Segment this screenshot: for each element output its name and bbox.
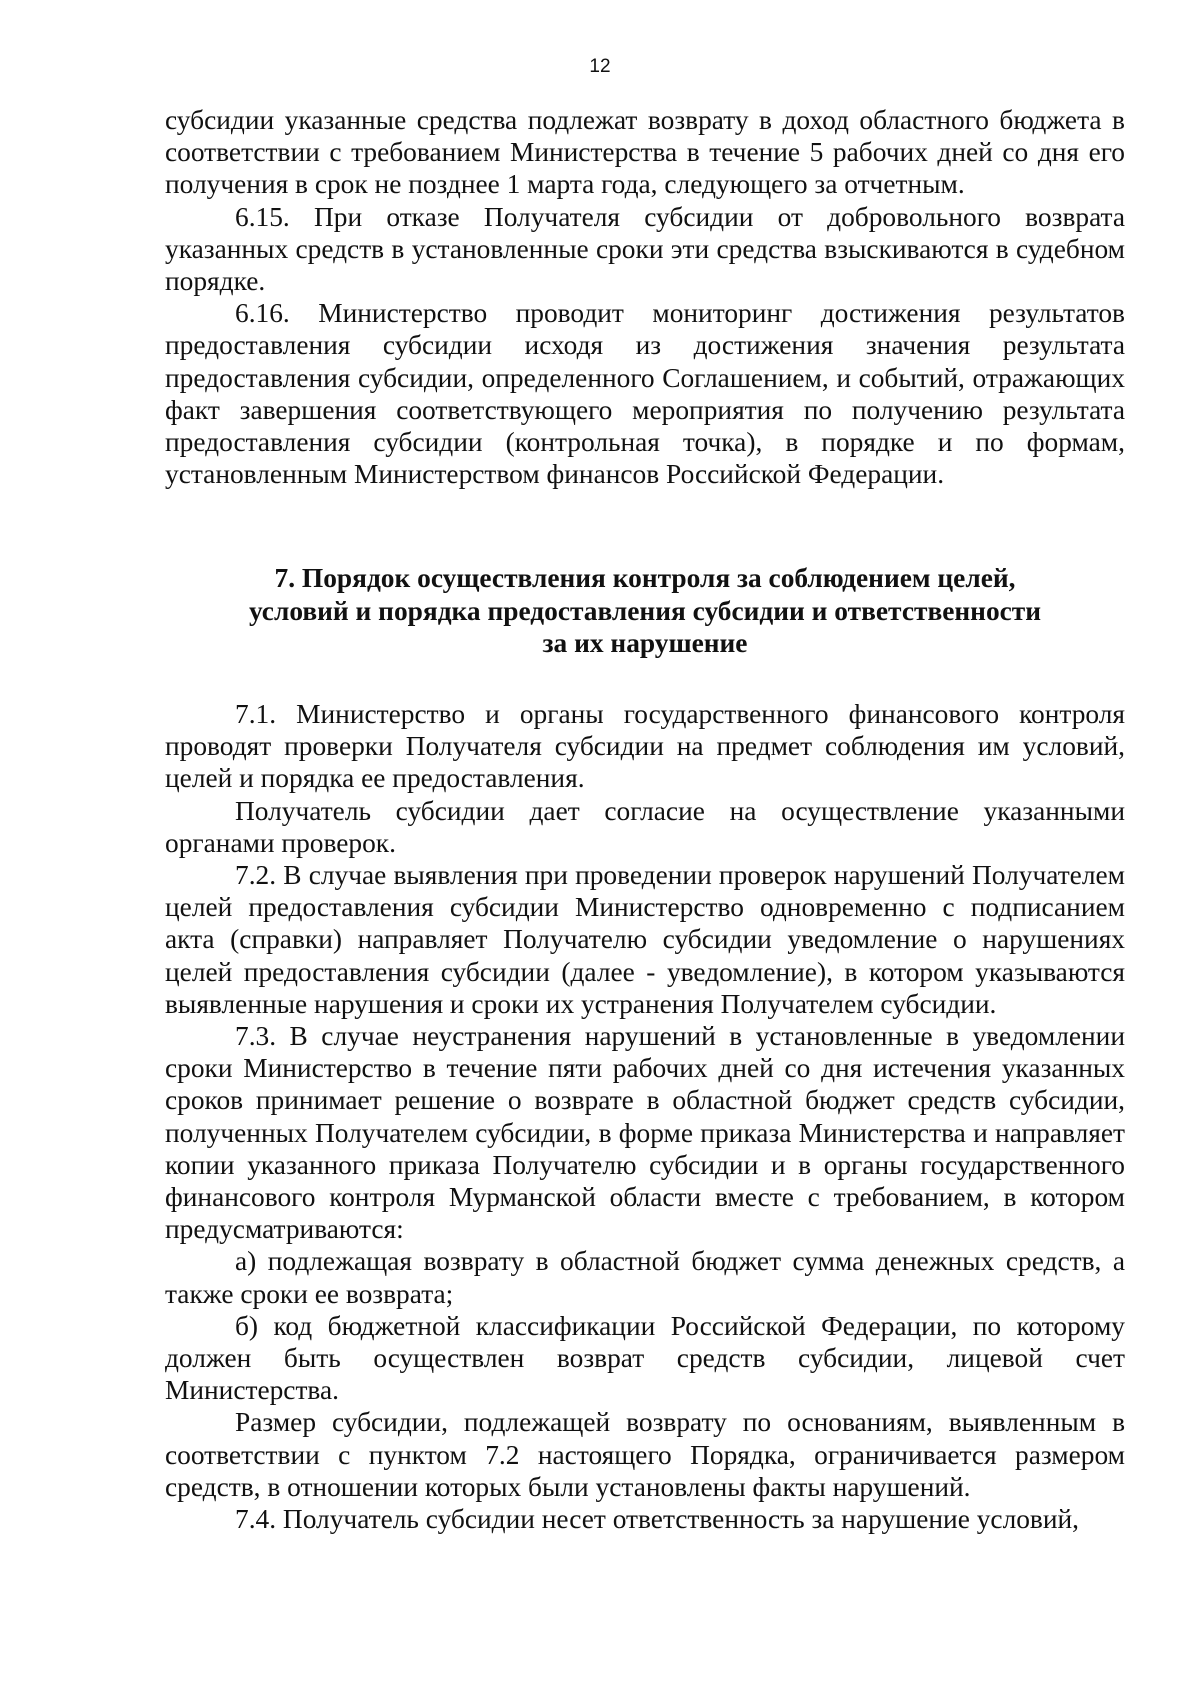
section-title-line-2: условий и порядка предоставления субсидии и ответственности — [248, 595, 1042, 626]
document-body — [165, 104, 1125, 1535]
paragraph-6-16: 6.16. Министерство проводит мониторинг достижения результатов предоставления субсидии исходя из достижения значения результата предоставления субсидии, определенного Соглашением, и событий, отражающих факт завершения соответствующего мероприятия по получению результата предоставления субсидии (контрольная точка), в порядке и по формам, установленным Министерством финансов Российской Федерации. — [165, 298, 1125, 490]
paragraph-7-4: 7.4. Получатель субсидии несет ответственность за нарушение условий, — [235, 1504, 1080, 1535]
section-title-line-3: за их нарушение — [542, 628, 748, 659]
paragraph-7-3: 7.3. В случае неустранения нарушений в установленные в уведомлении сроки Министерство в течение пяти рабочих дней со дня истечения указанных сроков принимает решение о возврате в областной бюджет средств субсидии, полученных Получателем субсидии, в форме приказа Министерства и направляет копии указанного приказа Получателю субсидии и в органы государственного финансового контроля Мурманской области вместе с требованием, в котором предусматриваются: — [165, 1020, 1125, 1245]
section-title-line-1: 7. Порядок осуществления контроля за соблюдением целей, — [274, 563, 1016, 594]
paragraph-continuation: субсидии указанные средства подлежат возврату в доход областного бюджета в соответствии с требованием Министерства в течение 5 рабочих дней со дня его получения в срок не позднее 1 марта года, следующего за отчетным. — [165, 105, 1125, 200]
paragraph-7-3-b: б) код бюджетной классификации Российской Федерации, по которому должен быть осуществлен возврат средств субсидии, лицевой счет Министерства. — [165, 1310, 1125, 1406]
section-7-title — [165, 562, 1125, 660]
paragraph-consent: Получатель субсидии дает согласие на осуществление указанными органами проверок. — [165, 795, 1125, 858]
page-number: 12 — [589, 56, 611, 77]
paragraph-subsidy-size: Размер субсидии, подлежащей возврату по основаниям, выявленным в соответствии с пунктом 7.2 настоящего Порядка, ограничивается размером средств, в отношении которых были установлены факты нарушений. — [165, 1407, 1125, 1502]
paragraph-7-2: 7.2. В случае выявления при проведении проверок нарушений Получателем целей предоставления субсидии Министерство одновременно с подписанием акта (справки) направляет Получателю субсидии уведомление о нарушениях целей предоставления субсидии (далее - уведомление), в котором указываются выявленные нарушения и сроки их устранения Получателем субсидии. — [165, 859, 1125, 1019]
paragraph-7-1: 7.1. Министерство и органы государственного финансового контроля проводят проверки Получателя субсидии на предмет соблюдения им условий, целей и порядка ее предоставления. — [165, 698, 1125, 794]
paragraph-7-3-a: а) подлежащая возврату в областной бюджет сумма денежных средств, а также сроки ее возврата; — [165, 1246, 1125, 1309]
paragraph-6-15: 6.15. При отказе Получателя субсидии от добровольного возврата указанных средств в установленные сроки эти средства взыскиваются в судебном порядке. — [165, 201, 1125, 297]
